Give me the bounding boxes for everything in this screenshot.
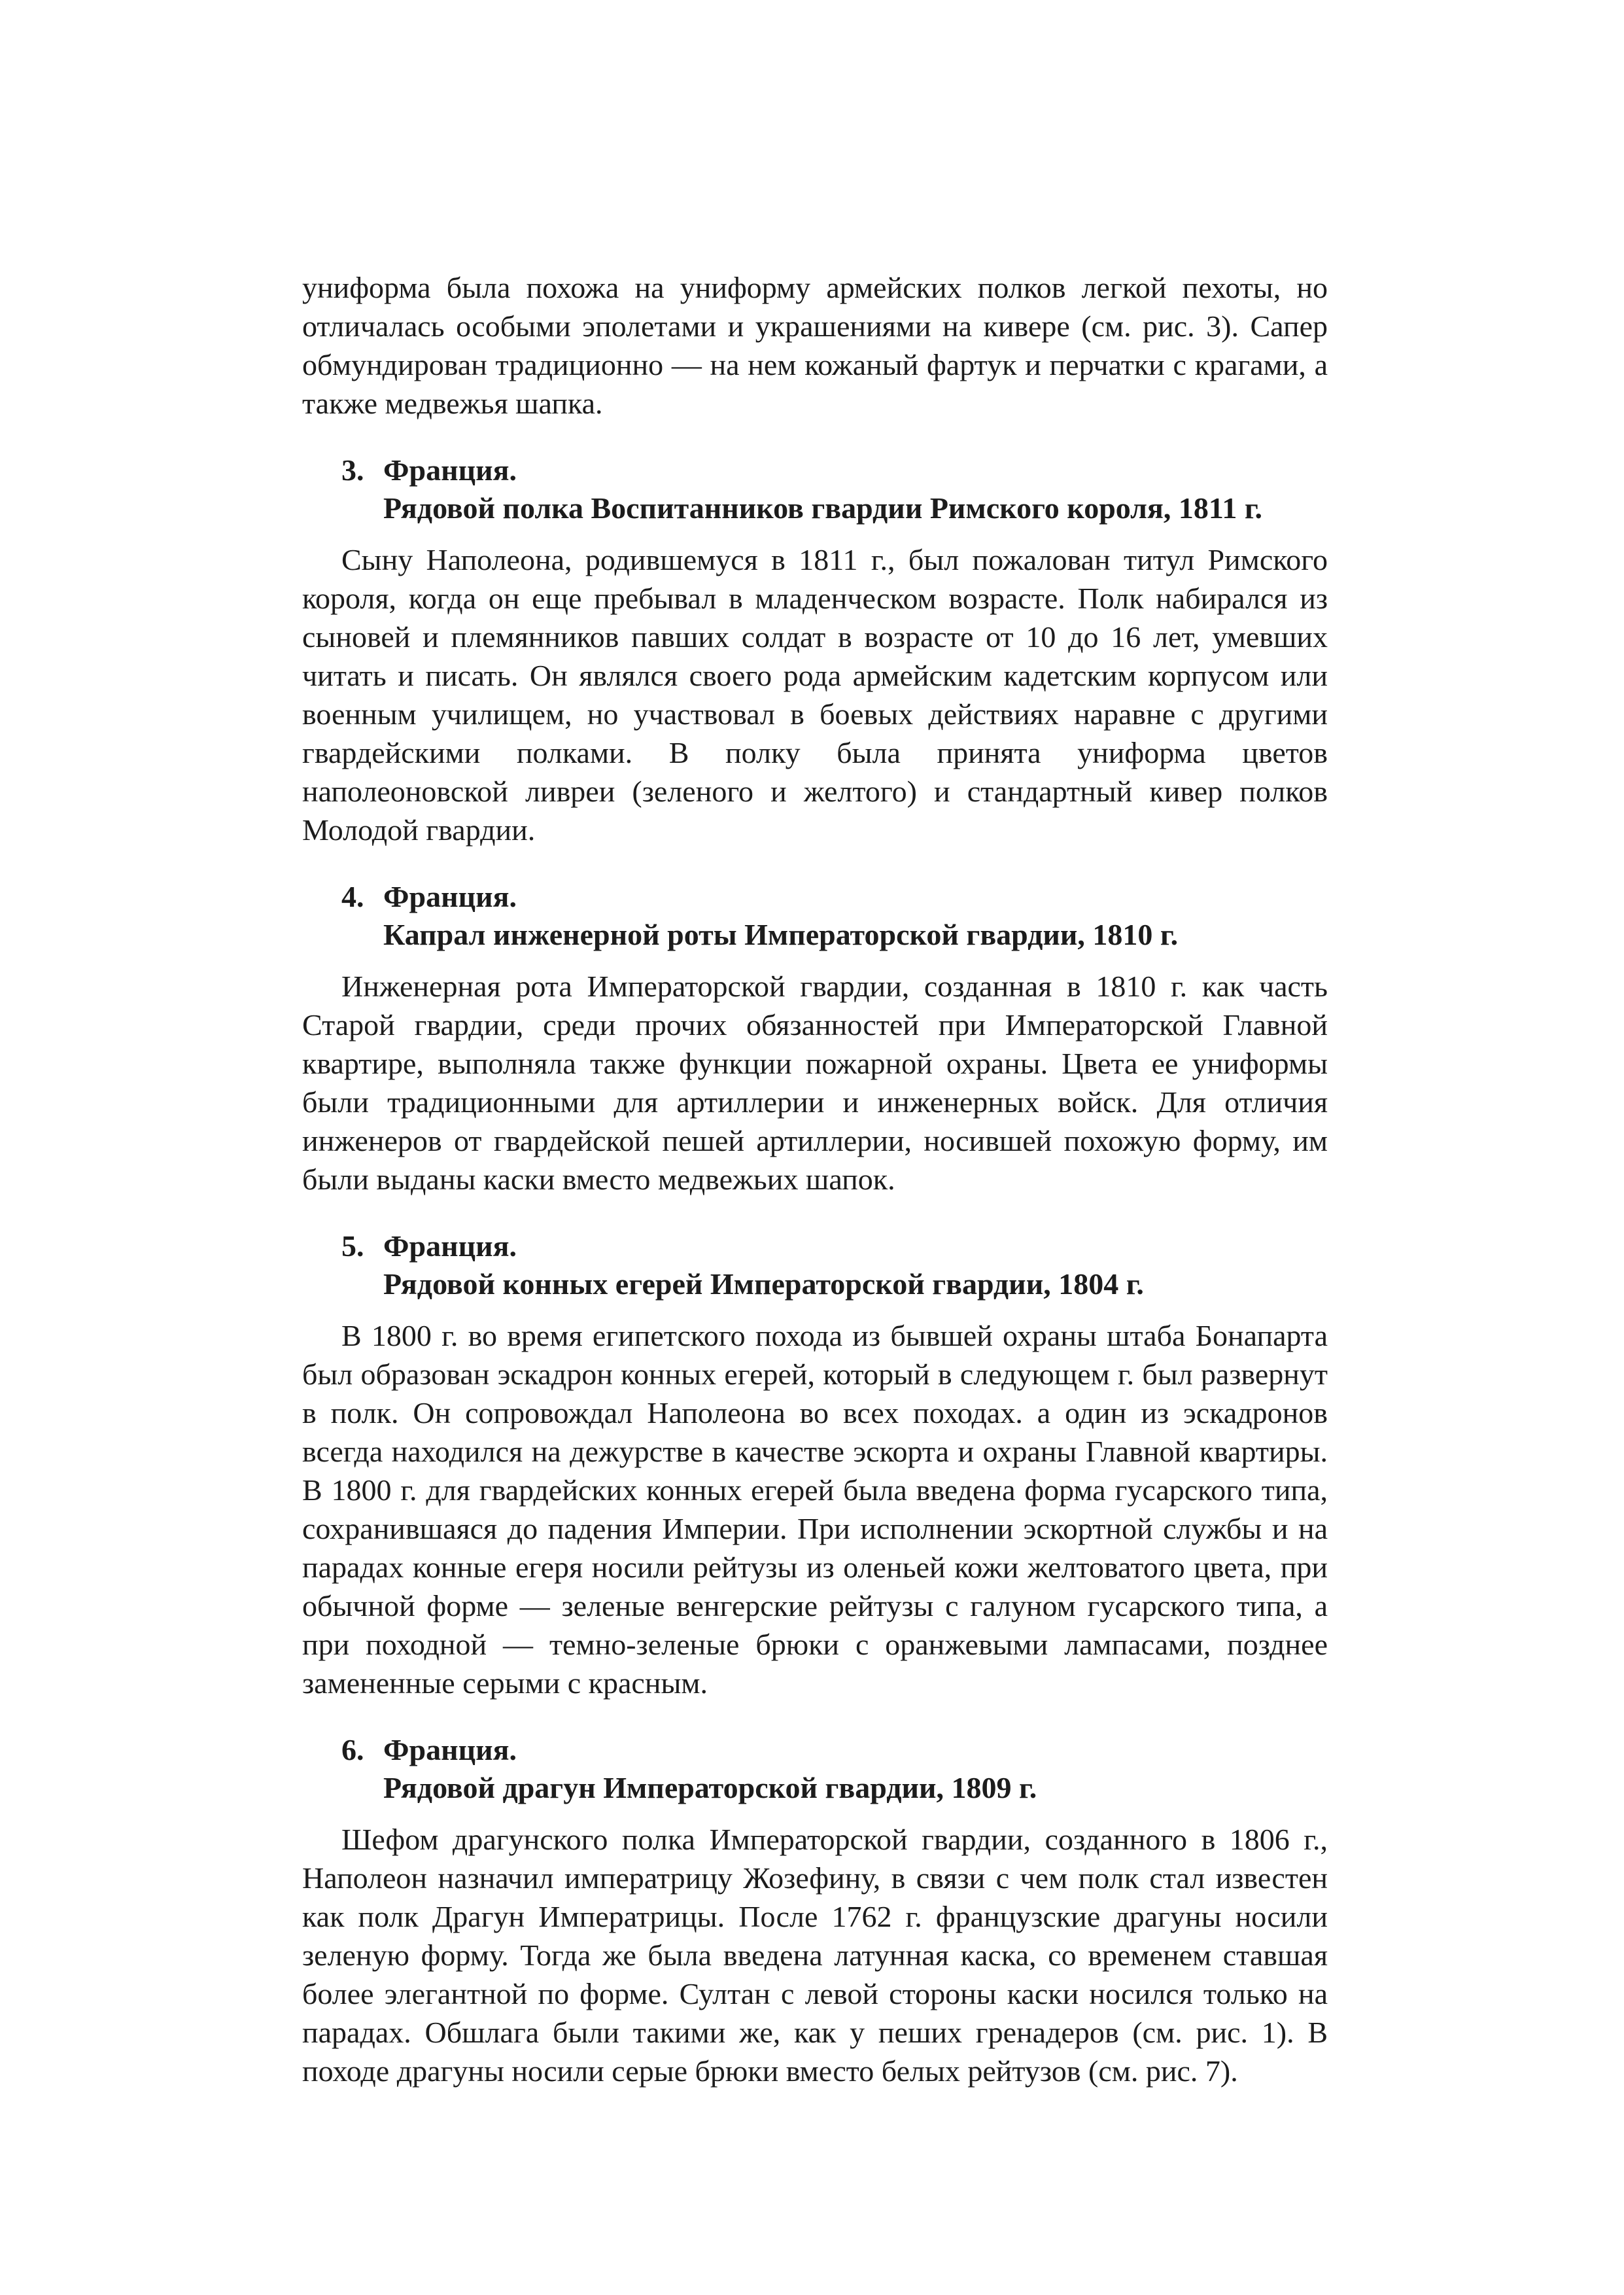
section-number: 6. bbox=[341, 1733, 364, 1766]
section-title: Рядовой полка Воспитанников гвардии Римского короля, 1811 г. bbox=[383, 491, 1263, 525]
section-4 bbox=[302, 878, 1328, 1199]
section-title: Рядовой драгун Императорской гвардии, 1809 г. bbox=[383, 1771, 1037, 1804]
section-heading bbox=[341, 878, 1328, 954]
intro-paragraph: униформа была похожа на униформу армейских полков легкой пехоты, но отличалась особыми эполетами и украшениями на кивере (см. рис. 3). Сапер обмундирован традиционно — на нем кожаный фартук и перчатки с крагами, а также медвежья шапка. bbox=[302, 271, 1328, 420]
page-content bbox=[302, 268, 1328, 2090]
section-body: В 1800 г. во время египетского похода из бывшей охраны штаба Бонапарта был образован эскадрон конных егерей, который в следующем г. был развернут в полк. Он сопровождал Наполеона во всех походах. а один из эскадронов всегда находился на дежурстве в качестве эскорта и охраны Главной квартиры. В 1800 г. для гвардейских конных егерей была введена форма гусарского типа, сохранившаяся до падения Империи. При исполнении эскортной службы и на парадах конные егеря носили рейтузы из оленьей кожи желтоватого цвета, при обычной форме — зеленые венгерские рейтузы с галуном гусарского типа, а при походной — темно-зеленые брюки с оранжевыми лампасами, позднее замененные серыми с красным. bbox=[302, 1319, 1328, 1700]
section-6 bbox=[302, 1731, 1328, 2090]
section-country: Франция. bbox=[383, 1733, 517, 1766]
section-heading bbox=[341, 451, 1328, 527]
section-number: 5. bbox=[341, 1229, 364, 1263]
section-body: Сыну Наполеона, родившемуся в 1811 г., был пожалован титул Римского короля, когда он еще пребывал в младенческом возрасте. Полк набирался из сыновей и племянников павших солдат в возрасте от 10 до 16 лет, умевших читать и писать. Он являлся своего рода армейским кадетским корпусом или военным училищем, но участвовал в боевых действиях наравне с другими гвардейскими полками. В полку была принята униформа цветов наполеоновской ливреи (зеленого и желтого) и стандартный кивер полков Молодой гвардии. bbox=[302, 543, 1328, 847]
section-number: 3. bbox=[341, 453, 364, 487]
section-country: Франция. bbox=[383, 453, 517, 487]
section-title: Капрал инженерной роты Императорской гвардии, 1810 г. bbox=[383, 918, 1179, 951]
section-body: Инженерная рота Императорской гвардии, созданная в 1810 г. как часть Старой гвардии, среди прочих обязанностей при Императорской Главной квартире, выполняла также функции пожарной охраны. Цвета ее униформы были традиционными для артиллерии и инженерных войск. Для отличия инженеров от гвардейской пешей артиллерии, носившей похожую форму, им были выданы каски вместо медвежьих шапок. bbox=[302, 970, 1328, 1196]
section-3 bbox=[302, 451, 1328, 849]
section-5 bbox=[302, 1227, 1328, 1702]
section-country: Франция. bbox=[383, 1229, 517, 1263]
section-country: Франция. bbox=[383, 880, 517, 913]
section-number: 4. bbox=[341, 880, 364, 913]
section-heading bbox=[341, 1731, 1328, 1807]
section-title: Рядовой конных егерей Императорской гвардии, 1804 г. bbox=[383, 1267, 1144, 1301]
section-body: Шефом драгунского полка Императорской гвардии, созданного в 1806 г., Наполеон назначил императрицу Жозефину, в связи с чем полк стал известен как полк Драгун Императрицы. После 1762 г. французские драгуны носили зеленую форму. Тогда же была введена латунная каска, со временем ставшая более элегантной по форме. Султан с левой стороны каски носился только на парадах. Обшлага были такими же, как у пеших гренадеров (см. рис. 1). В походе драгуны носили серые брюки вместо белых рейтузов (см. рис. 7). bbox=[302, 1823, 1328, 2088]
section-heading bbox=[341, 1227, 1328, 1303]
